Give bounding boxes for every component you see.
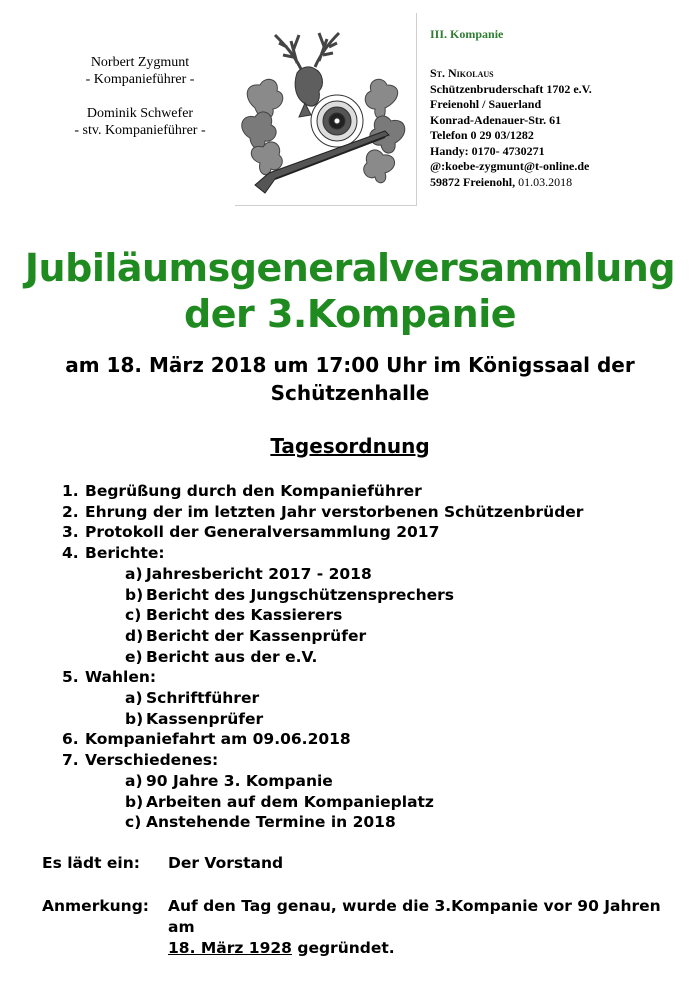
note-text — [168, 896, 668, 959]
town-region: Freienohl / Sauerland — [430, 97, 542, 111]
list-subitem: a) 90 Jahre 3. Kompanie — [125, 771, 333, 790]
list-item: 3. Protokoll der Generalversammlung 2017 — [62, 523, 440, 542]
invite-label: Es lädt ein: — [42, 854, 140, 872]
note-line1: Auf den Tag genau, wurde die 3.Kompanie vor 90 Jahren am — [168, 897, 661, 936]
mobile: Handy: 0170- 4730271 — [430, 143, 545, 158]
street: Konrad-Adenauer-Str. 61 — [430, 112, 562, 127]
list-subitem: b) Arbeiten auf dem Kompanieplatz — [125, 792, 434, 811]
event-subtitle: am 18. März 2018 um 17:00 Uhr im Königssaal der Schützenhalle — [65, 353, 635, 405]
place-date — [430, 175, 592, 191]
list-subitem: c) Anstehende Termine in 2018 — [125, 813, 396, 832]
deputy-name: Dominik Schwefer — [86, 106, 194, 121]
list-item: 2. Ehrung der im letzten Jahr verstorbenen Schützenbrüder — [62, 502, 584, 521]
list-item: 1. Begrüßung durch den Kompanieführer — [62, 482, 422, 500]
list-item: 5. Wahlen: — [62, 668, 157, 687]
note-suffix: gegründet. — [297, 939, 395, 957]
list-item: 6. Kompaniefahrt am 09.06.2018 — [62, 730, 351, 749]
place-prefix: 59872 Freienohl, — [430, 174, 516, 189]
list-subitem: e) Bericht aus der e.V. — [125, 647, 318, 666]
note-label: Anmerkung: — [42, 897, 150, 915]
leader-name: Norbert Zygmunt — [90, 55, 190, 70]
list-subitem: a) Schriftführer — [125, 689, 260, 708]
list-item: 7. Verschiedenes: — [62, 751, 219, 770]
leaders-block — [40, 54, 240, 139]
deputy-role: - stv. Kompanieführer - — [74, 123, 206, 138]
list-subitem: b) Bericht des Jungschützensprechers — [125, 585, 455, 604]
note-line2 — [168, 938, 668, 959]
leader-role: - Kompanieführer - — [85, 72, 195, 87]
deer-target-rifle-emblem-icon — [235, 13, 417, 206]
founding-date: 18. März 1928 — [168, 939, 292, 957]
agenda-list — [62, 481, 662, 833]
list-subitem: c) Bericht des Kassierers — [125, 606, 343, 625]
company-label: III. Kompanie — [430, 27, 504, 41]
letter-date: 01.03.2018 — [518, 174, 573, 189]
target — [311, 95, 363, 147]
agenda-heading: Tagesordnung — [270, 434, 430, 458]
org-name: St. Nikolaus — [430, 66, 494, 80]
org-full: Schützenbruderschaft 1702 e.V. — [430, 81, 592, 96]
page-title: Jubiläumsgeneralversammlung — [24, 246, 676, 290]
phone: Telefon 0 29 03/1282 — [430, 128, 534, 142]
list-subitem: d) Bericht der Kassenprüfer — [125, 626, 367, 645]
list-subitem: b) Kassenprüfer — [125, 709, 264, 728]
invite-value: Der Vorstand — [168, 854, 284, 872]
logo-box — [235, 13, 417, 206]
list-subitem: a) Jahresbericht 2017 - 2018 — [125, 564, 372, 583]
list-item: 4. Berichte: — [62, 544, 165, 563]
email[interactable]: @:koebe-zygmunt@t-online.de — [430, 159, 590, 173]
address-block — [430, 66, 592, 190]
page-title-line2: der 3.Kompanie — [184, 292, 516, 336]
